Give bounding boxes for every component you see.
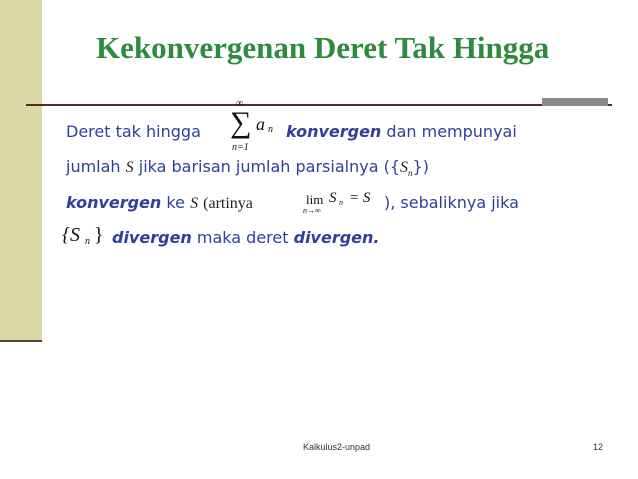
sum-upper-limit: ∞ (236, 98, 244, 109)
body-line-1 (66, 122, 201, 141)
body-line-3-rest (384, 193, 519, 212)
sum-lower-limit: n=1 (232, 142, 249, 153)
body-line-3 (66, 193, 253, 213)
symbol-S-2: S (190, 195, 199, 212)
title-underline (26, 104, 612, 106)
text-maka-deret: maka deret (196, 228, 289, 247)
set-Sn-open: {S (62, 224, 80, 246)
limit-subscript: n→∞ (303, 206, 321, 215)
sum-symbol: ∑ (230, 106, 252, 139)
symbol-Sn-subscript: n (408, 168, 413, 179)
text-divergen: divergen (112, 228, 192, 247)
text-jumlah: jumlah (66, 157, 121, 176)
text-deret-tak-hingga: Deret tak hingga (66, 122, 201, 141)
body-line-2 (66, 157, 429, 178)
sum-term-subscript: n (268, 124, 273, 135)
text-jika-barisan: jika barisan jumlah parsialnya ({ (138, 157, 401, 176)
limit-equals-S: = S (349, 190, 371, 206)
title-accent-bar (542, 98, 608, 106)
text-konvergen-2: konvergen (66, 193, 162, 212)
footer-page-number: 12 (593, 442, 604, 452)
footer-source: Kalkulus2-unpad (303, 442, 371, 452)
slide-title: Kekonvergenan Deret Tak Hingga (96, 30, 550, 65)
text-artinya: (artinya (203, 195, 253, 212)
body-line-1-rest (286, 122, 517, 141)
limit-Sn: S (329, 190, 337, 206)
set-Sn-close: } (94, 224, 104, 246)
text-dan-mempunyai: dan mempunyai (386, 122, 517, 141)
symbol-Sn: S (400, 159, 409, 176)
body-line-4 (112, 228, 380, 247)
limit-word: lim (306, 192, 324, 207)
text-divergen-2: divergen. (293, 228, 380, 247)
sidebar-divider (0, 340, 42, 342)
slide-sidebar-decoration (0, 0, 42, 340)
limit-Sn-subscript: n (339, 198, 343, 207)
symbol-S: S (125, 159, 134, 176)
text-ke: ke (166, 193, 185, 212)
set-Sn-subscript: n (85, 236, 90, 247)
text-sebaliknya-jika: ), sebaliknya jika (384, 193, 519, 212)
text-konvergen: konvergen (286, 122, 382, 141)
text-close-paren: }) (412, 157, 429, 176)
sum-term: a (256, 114, 265, 134)
